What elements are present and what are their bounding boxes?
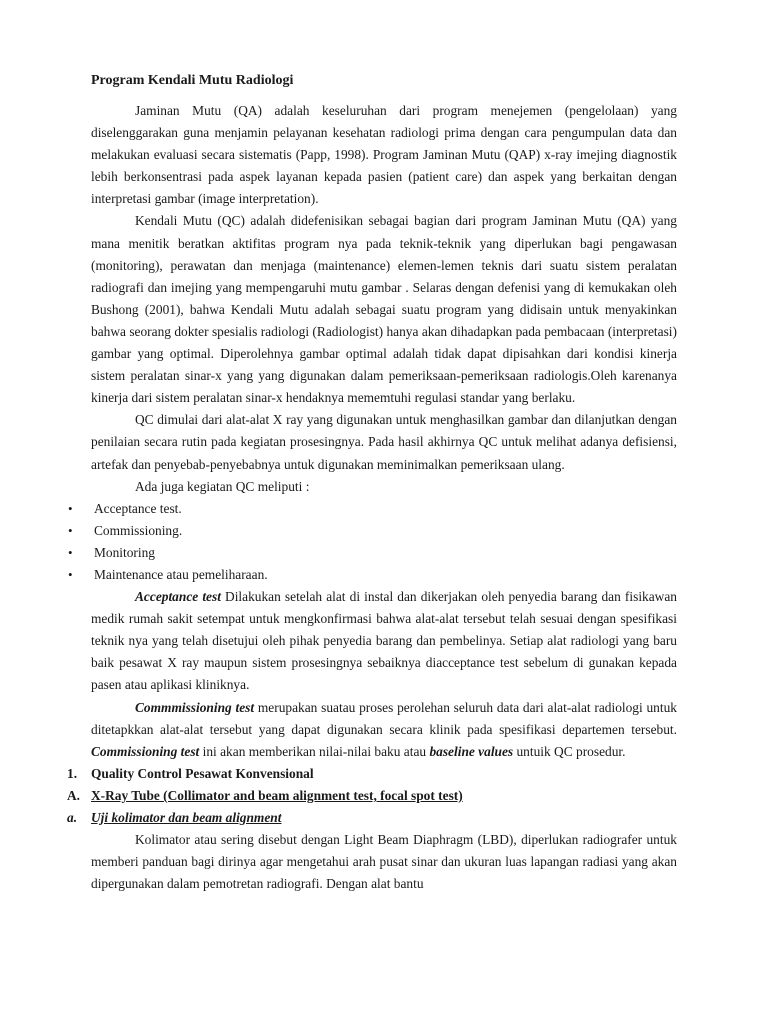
paragraph-commissioning-test: Commmissioning test merupakan suatau proses perolehan seluruh data dari alat-alat radiologi untuk ditetapkkan alat-alat tersebut yang dapat digunakan secara klinik pada spesifikasi departemen tersebut. Commissioning test ini akan memberikan nilai-nilai baku atau baseline values untuik QC prosedur. bbox=[91, 699, 677, 759]
section-letter: A. bbox=[67, 787, 81, 803]
paragraph-qc-process: QC dimulai dari alat-alat X ray yang digunakan untuk menghasilkan gambar dan dilanjutkan dengan penilaian secara rutin pada kegiatan prosesingnya. Pada hasil akhirnya QC untuk melihat adanya defisiensi, artefak dan penyebab-penyebabnya untuk digunakan meminimalkan pemeriksaan ulang. bbox=[91, 412, 677, 472]
document-title: Program Kendali Mutu Radiologi bbox=[91, 73, 294, 88]
term-baseline-values: baseline values bbox=[429, 743, 514, 759]
section-number: 1. bbox=[67, 765, 78, 781]
subsection-letter: a. bbox=[67, 810, 78, 825]
section-heading-a: A. X-Ray Tube (Collimator and beam alignment test, focal spot test) bbox=[91, 785, 677, 807]
subsection-heading-a: a. Uji kolimator dan beam alignment bbox=[91, 807, 677, 829]
bullet-icon: • bbox=[68, 566, 73, 582]
section-heading-1: 1. Quality Control Pesawat Konvensional bbox=[91, 763, 677, 785]
term-acceptance-test: Acceptance test bbox=[135, 589, 221, 605]
qc-activities-list bbox=[68, 498, 677, 586]
paragraph-qc-definition: Kendali Mutu (QC) adalah didefenisikan sebagai bagian dari program Jaminan Mutu (QA) yang mana menitik beratkan aktifitas program nya pada teknik-teknik yang diperlukan bagi pengawasan (monitoring), perawatan dan menjaga (maintenance) elemen-lemen teknis dari suatu sistem peralatan radiografi dan imejing yang mempengaruhi mutu gambar . Selaras dengan defenisi yang di kemukakan oleh Bushong (2001), bahwa Kendali Mutu adalah sebagai suatu program yang didisain untuk menyakinkan bahwa seorang dokter spesialis radiologi (Radiologist) hanya akan dihadapkan pada pembacaan (interpretasi) gambar yang optimal. Diperolehnya gambar optimal adalah tidak dapat dipisahkan dari kondisi kinerja sistem peralatan sinar-x yang yang digunakan dalam pemeriksaan-pemeriksaan radiologis.Oleh karenanya kinerja dari sistem peralatan sinar-x hendaknya mememtuhi regulasi standar yang berlaku. bbox=[91, 213, 677, 406]
list-item: • Acceptance test. bbox=[91, 498, 677, 520]
term-commissioning-test-2: Commissioning test bbox=[91, 743, 200, 759]
paragraph-acceptance-test: Acceptance test Dilakukan setelah alat di instal dan dikerjakan oleh penyedia barang dan fisikawan medik rumah sakit setempat untuk mengkonfirmasi bahwa alat-alat tersebut telah sesuai dengan spesifikasi teknik nya yang telah disetujui oleh pihak penyedia barang dan pembelinya. Setiap alat radiologi yang baru baik pesawat X ray maupun sistem prosesingnya sebaiknya diacceptance test sebelum di gunakan kepada pasen atau aplikasi kliniknya. bbox=[91, 589, 677, 693]
list-item: • Monitoring bbox=[91, 542, 677, 564]
term-commissioning-test: Commmissioning test bbox=[135, 699, 255, 715]
paragraph-collimator: Kolimator atau sering disebut dengan Light Beam Diaphragm (LBD), diperlukan radiografer untuk memberi panduan bagi dirinya agar mengetahui arah pusat sinar dan ukuran luas lapangan radiasi yang akan dipergunakan dalam pemotretan radiografi. Dengan alat bantu bbox=[91, 832, 677, 892]
paragraph-qa-definition: Jaminan Mutu (QA) adalah keseluruhan dari program menejemen (pengelolaan) yang diselenggarakan guna menjamin pelayanan kesehatan radiologi prima dengan cara pengumpulan data dan melakukan evaluasi secara sistematis (Papp, 1998). Program Jaminan Mutu (QAP) x-ray imejing diagnostik lebih berkonsentrasi pada aspek layanan kepada pasien (patient care) dan aspek yang berkaitan dengan interpretasi gambar (image interpretation). bbox=[91, 103, 677, 207]
paragraph-qc-activities-intro: Ada juga kegiatan QC meliputi : bbox=[135, 478, 310, 494]
bullet-icon: • bbox=[68, 522, 73, 538]
bullet-icon: • bbox=[68, 500, 73, 516]
bullet-icon: • bbox=[68, 544, 73, 560]
list-item: • Maintenance atau pemeliharaan. bbox=[91, 564, 677, 586]
list-item: • Commissioning. bbox=[91, 520, 677, 542]
